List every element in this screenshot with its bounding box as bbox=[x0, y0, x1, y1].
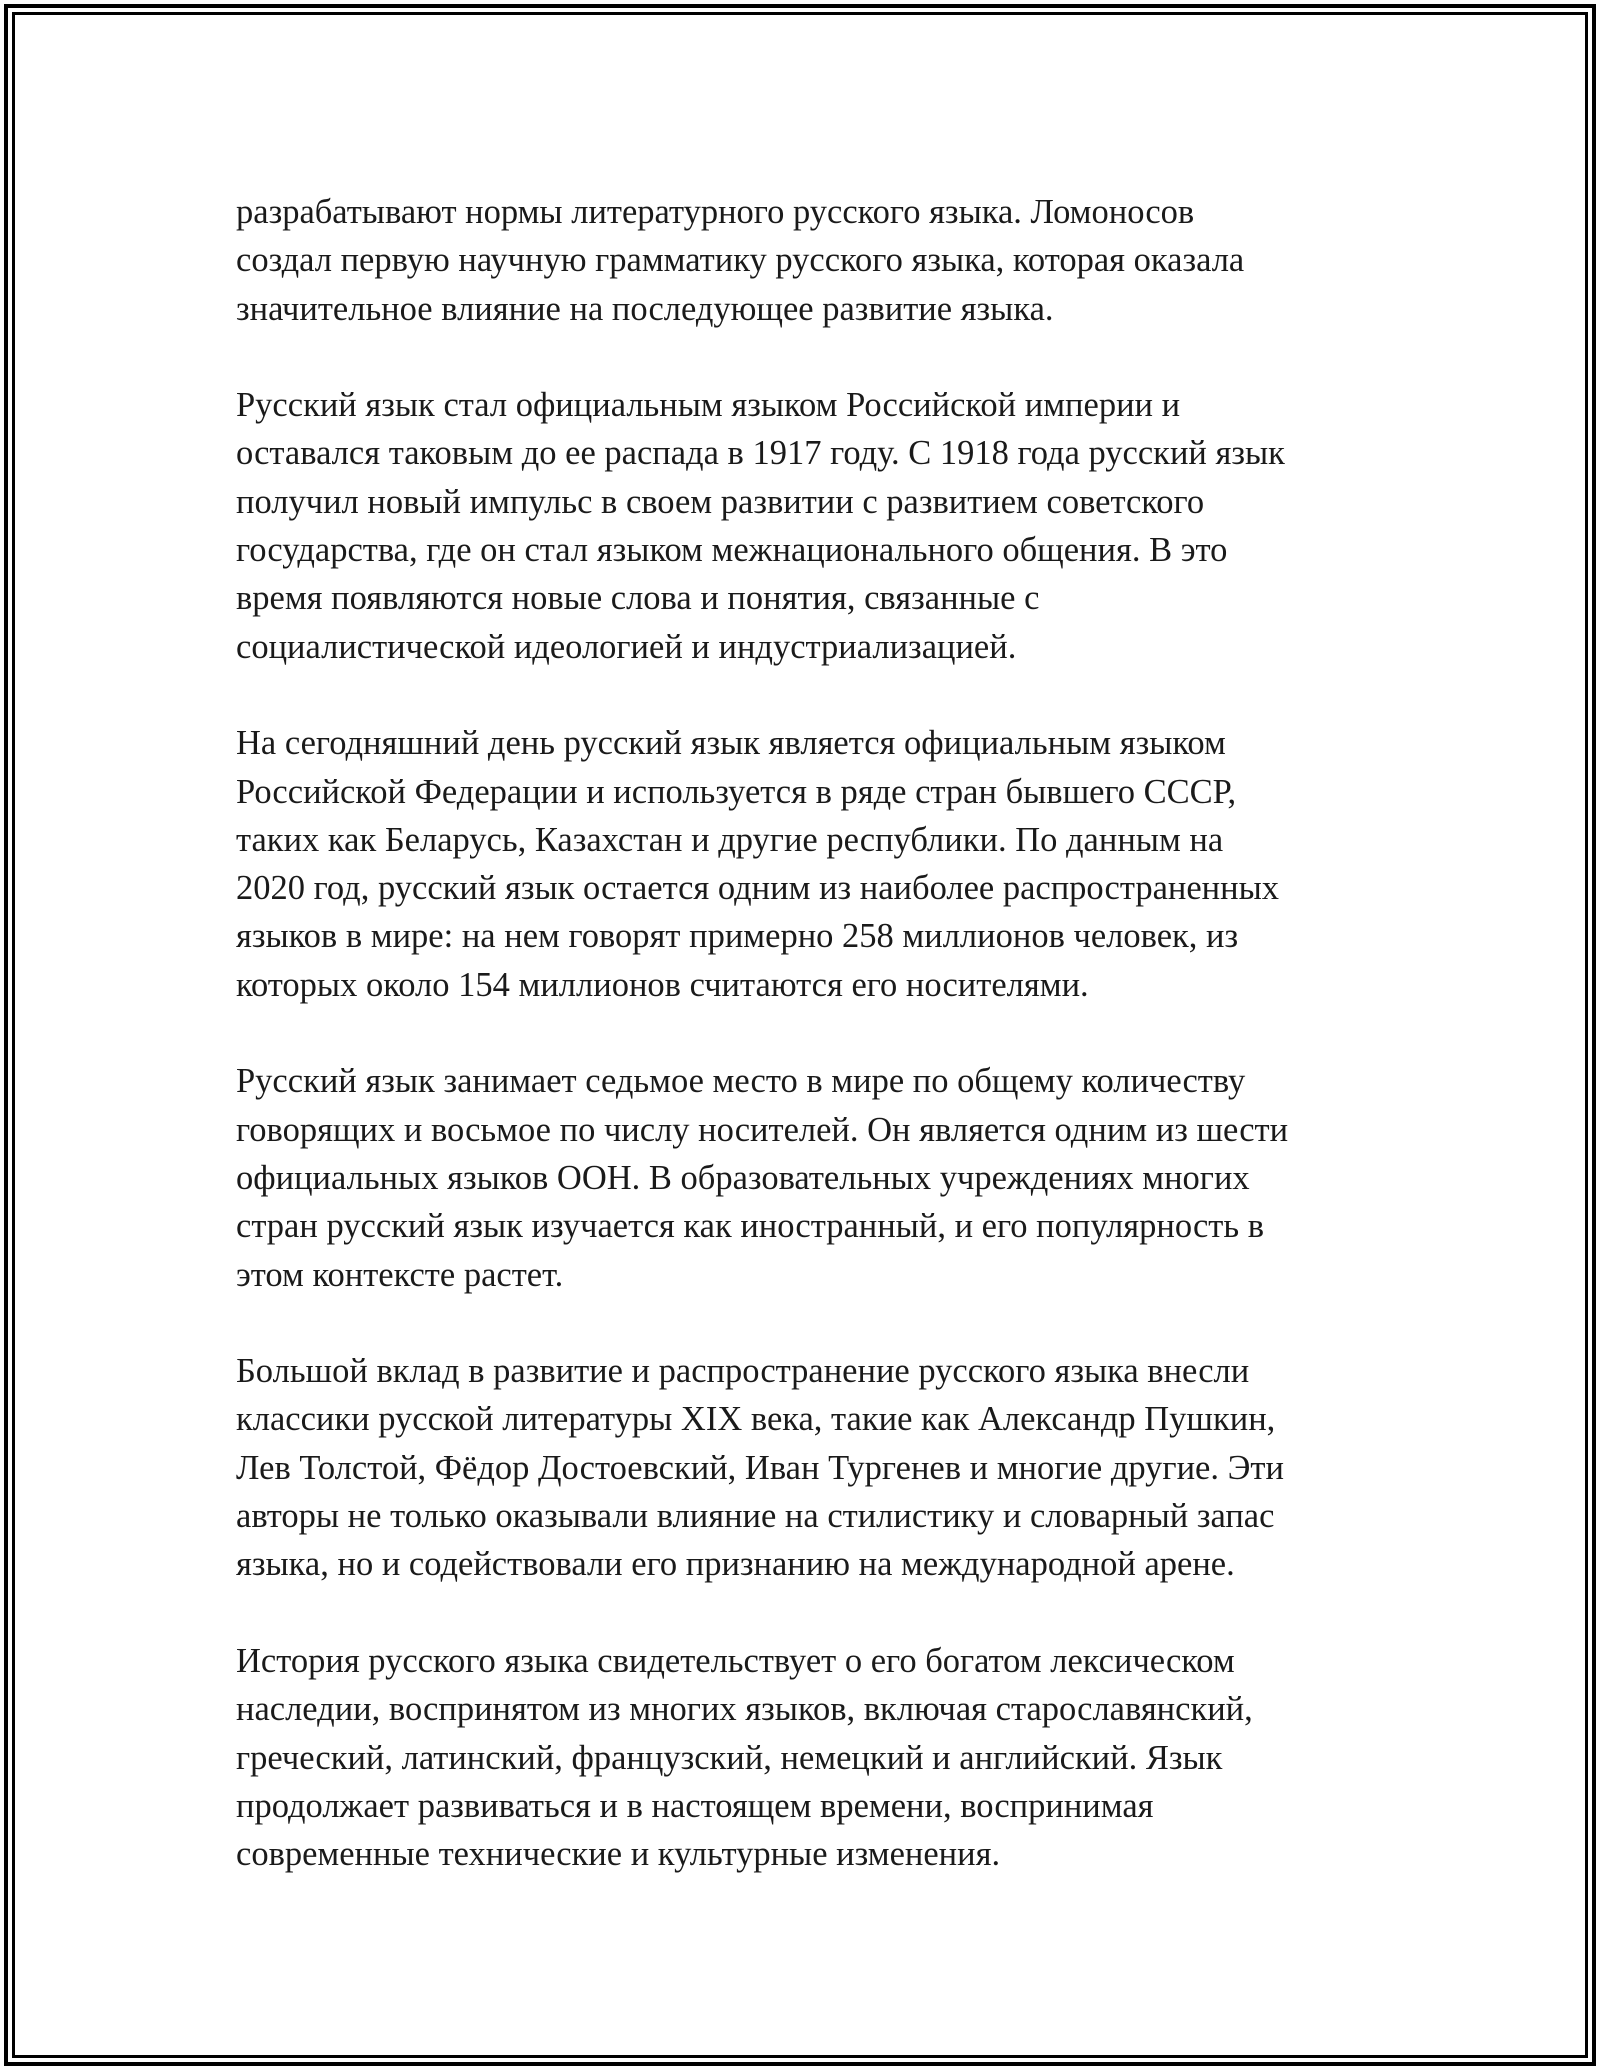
paragraph-lomonosov-grammar: разрабатывают нормы литературного русского языка. Ломоносов создал первую научную грамматику русского языка, которая оказала значительное влияние на последующее развитие языка. bbox=[236, 193, 1245, 328]
document-body bbox=[236, 188, 1376, 1878]
paragraph-present-day: На сегодняшний день русский язык является официальным языком Российской Федерации и используется в ряде стран бывшего СССР, таких как Беларусь, Казахстан и другие республики. По данным на 2020 год, русский язык остается одним из наиболее распространенных языков в мире: на нем говорят примерно 258 миллионов человек, из которых около 154 миллионов считаются его носителями. bbox=[236, 724, 1280, 1004]
paragraph-world-rank: Русский язык занимает седьмое место в мире по общему количеству говорящих и восьмое по числу носителей. Он является одним из шести официальных языков ООН. В образовательных учреждениях многих стран русский язык изучается как иностранный, и его популярность в этом контексте растет. bbox=[236, 1062, 1289, 1294]
paragraph-classic-literature: Большой вклад в развитие и распространение русского языка внесли классики русской литературы XIX века, такие как Александр Пушкин, Лев Толстой, Фёдор Достоевский, Иван Тургенев и многие другие. Эти авторы не только оказывали влияние на стилистику и словарный запас языка, но и содействовали его признанию на международной арене. bbox=[236, 1352, 1284, 1584]
paragraph-russian-empire: Русский язык стал официальным языком Российской империи и оставался таковым до ее распада в 1917 году. С 1918 года русский язык получил новый импульс в своем развитии с развитием советского государства, где он стал языком межнационального общения. В это время появляются новые слова и понятия, связанные с социалистической идеологией и индустриализацией. bbox=[236, 386, 1285, 666]
paragraph-lexical-heritage: История русского языка свидетельствует о его богатом лексическом наследии, воспринятом из многих языков, включая старославянский, греческий, латинский, французский, немецкий и английский. Язык продолжает развиваться и в настоящем времени, воспринимая современные технические и культурные изменения. bbox=[236, 1641, 1253, 1874]
